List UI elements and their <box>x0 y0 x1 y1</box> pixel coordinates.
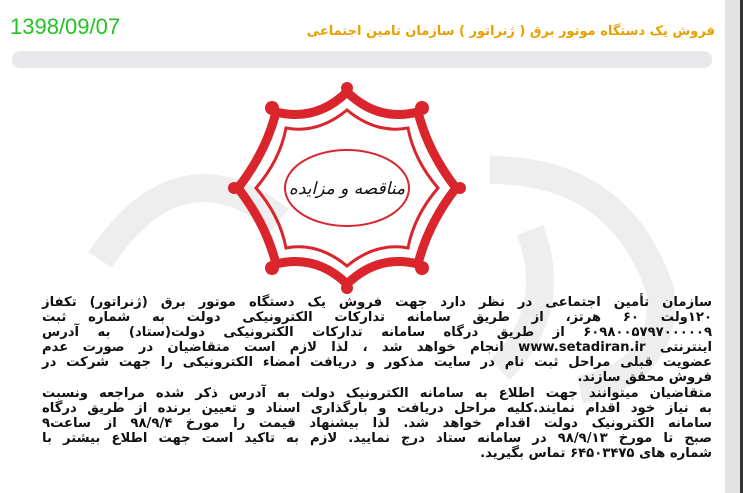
body-line: شماره های ۶۴۵۰۳۴۷۵ تماس بگیرید. <box>480 445 712 461</box>
tender-auction-logo <box>228 82 466 294</box>
body-line: ۶۰۹۸۰۰۵۷۹۷۰۰۰۰۰۹ از طریق درگاه سامانه تدارکات الکترونیکی دولت(ستاد) به آدرس <box>42 325 712 341</box>
publish-date: 1398/09/07 <box>10 14 121 39</box>
announcement-body <box>42 295 712 461</box>
body-line: سامانه الکترونیک دولت اقدام خواهد شد. لذا بیشنهاد قیمت را مورخ ۹۸/۹/۴ از ساعت۹ <box>42 415 713 431</box>
page-title: فروش یک دستگاه موتور برق ( ژنراتور ) سازمان تامین اجتماعی <box>306 24 715 39</box>
body-line: صبح تا مورخ ۹۸/۹/۱۳ در سامانه ستاد درج نمایید. لازم به تاکید است جهت اطلاع بیشتر با <box>42 430 712 446</box>
body-line: عضویت قبلی مراحل ثبت نام در سایت مذکور و دریافت امضاء الکترونیکی را جهت شرکت در <box>42 355 712 371</box>
body-line: به نیاز خود اقدام نمایند.کلیه مراحل دریافت و بارگذاری اسناد و تعیین برنده از طریق درگاه <box>42 400 712 416</box>
body-line: ۱۲۰ولت ۶۰ هرتز، از طریق سامانه تدارکات الکترونیکی دولت به شماره ثبت <box>42 310 713 326</box>
body-line: اینترنتی www.setadiran.ir انجام خواهد شد ، لذا لازم است متقاضیان در صورت عدم <box>42 340 712 356</box>
logo-text: مناقصه و مزایده <box>288 179 406 199</box>
divider-bar <box>12 51 712 68</box>
body-line: سازمان تأمین اجتماعی در نظر دارد جهت فروش یک دستگاه موتور برق (ژنراتور) تکفاز <box>42 295 712 310</box>
body-line: فروش محقق سازند. <box>577 370 712 386</box>
body-line: متقاضیان میتوانند جهت اطلاع به سامانه الکترونیک دولت به آدرس ذکر شده مراجعه ونسبت <box>42 385 712 401</box>
